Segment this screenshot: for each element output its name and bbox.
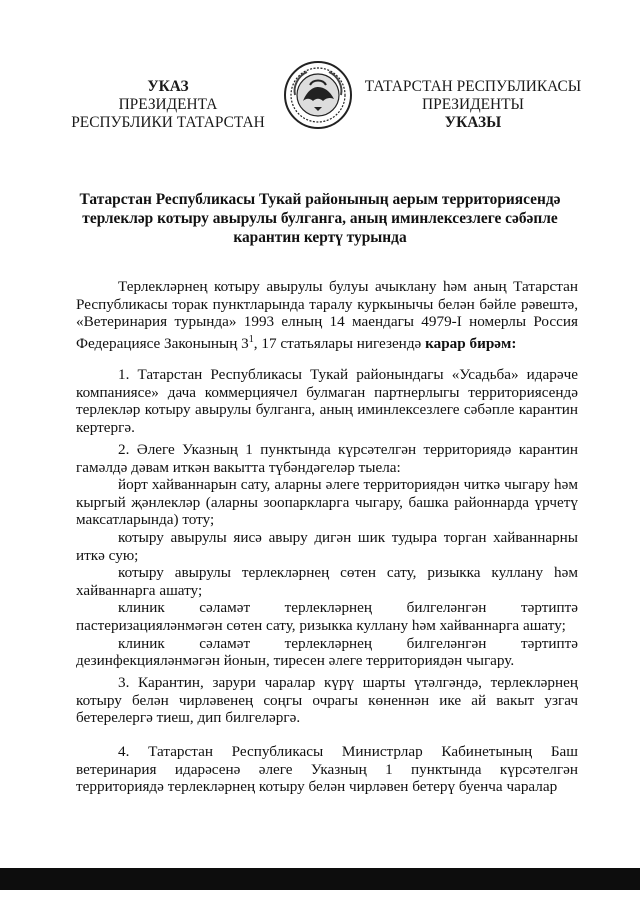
header-right-line3: УКАЗЫ [444, 114, 502, 131]
header-right-block [358, 78, 588, 132]
clause-2-item-4: клиник сәламәт терлекләрнең билгеләнгән тәртиптә пастеризацияләнмәгән сөтен сату, ризыкка куллану һәм хайваннарга ашату; [76, 599, 578, 634]
preamble-decree: карар бирәм: [425, 334, 517, 352]
clause-2-item-1: йорт хайваннарын сату, аларны әлеге территориядән читкә чыгару һәм кыргый җәнлекләр (аларны зоопаркларга чыгару, башка районнарда үрчетү максатларында) тоту; [76, 476, 578, 529]
clause-1 [76, 366, 578, 436]
scan-bottom-edge [0, 868, 640, 890]
clause-2-intro: 2. Әлеге Указның 1 пунктында күрсәтелгән территориядә карантин гамәлдә дәвам иткән вакытта түбәндәгеләр тыела: [76, 441, 578, 476]
clause-3-text: 3. Карантин, зарури чаралар күрү шарты үтәлгәндә, терлекләрнең котыру белән чирләвенең соңгы очрагы көненнән ике ай вакыт узгач бетерелергә тиеш, дип билгеләргә. [76, 674, 578, 727]
preamble-paragraph [76, 278, 578, 352]
header-right-line1: ТАТАРСТАН РЕСПУБЛИКАСЫ [364, 78, 582, 95]
header-left-block [68, 78, 268, 132]
title-line2: терлекләр котыру авырулы булганга, аның иминлексезлеге сәбәпле [82, 210, 558, 227]
title-line1: Татарстан Республикасы Тукай районының аерым территориясендә [79, 191, 561, 208]
clause-4-text: 4. Татарстан Республикасы Министрлар Кабинетының Баш ветеринария идарәсенә әлеге Указның 1 пунктында күрсәтелгән территориядә терлекләрнең котыру белән чирләвен бетерү буенча чаралар [76, 743, 578, 796]
clause-2-item-3: котыру авырулы терлекләрнең сөтен сату, ризыкка куллану һәм хайваннарга ашату; [76, 564, 578, 599]
clause-2-item-5: клиник сәламәт терлекләрнең билгеләнгән тәртиптә дезинфекцияләнмәгән йонын, тиресен әлеге территориядән чыгару. [76, 634, 578, 670]
clause-1-text: 1. Татарстан Республикасы Тукай районындагы «Усадьба» идарәче компаниясе» дача коммерциячел булмаган партнерлыгы территориясендә терлекләр котыру авырулы булганга, аның иминлексезлеге сәбәпле карантин кертергә. [76, 366, 578, 436]
clause-3 [76, 674, 578, 727]
preamble-tail: , 17 статьялары нигезендә [253, 334, 426, 352]
header-right-line2: ПРЕЗИДЕНТЫ [422, 96, 524, 113]
title-line3: карантин кертү турында [233, 229, 407, 246]
coat-of-arms-icon [283, 60, 353, 130]
clause-4 [76, 743, 578, 796]
preamble-superscript: 1 [248, 333, 254, 345]
document-title [72, 190, 568, 247]
preamble-text: Терлекләрнең котыру авырулы булуы ачыклану һәм аның Татарстан Республикасы торак пунктларында таралу куркынычы белән бәйле рәвештә, «Ветеринария турында» 1993 елның 14 маендагы 4979-I номерлы Россия Федерациясе Законының 3 [76, 278, 578, 352]
header-left-line2: ПРЕЗИДЕНТА [118, 96, 218, 113]
clause-2-item-2: котыру авырулы яисә авыру дигән шик тудыра торган хайваннарны иткә сую; [76, 528, 578, 564]
header-left-line1: УКАЗ [147, 78, 189, 95]
clause-2 [76, 441, 578, 670]
header-left-line3: РЕСПУБЛИКИ ТАТАРСТАН [71, 114, 265, 131]
